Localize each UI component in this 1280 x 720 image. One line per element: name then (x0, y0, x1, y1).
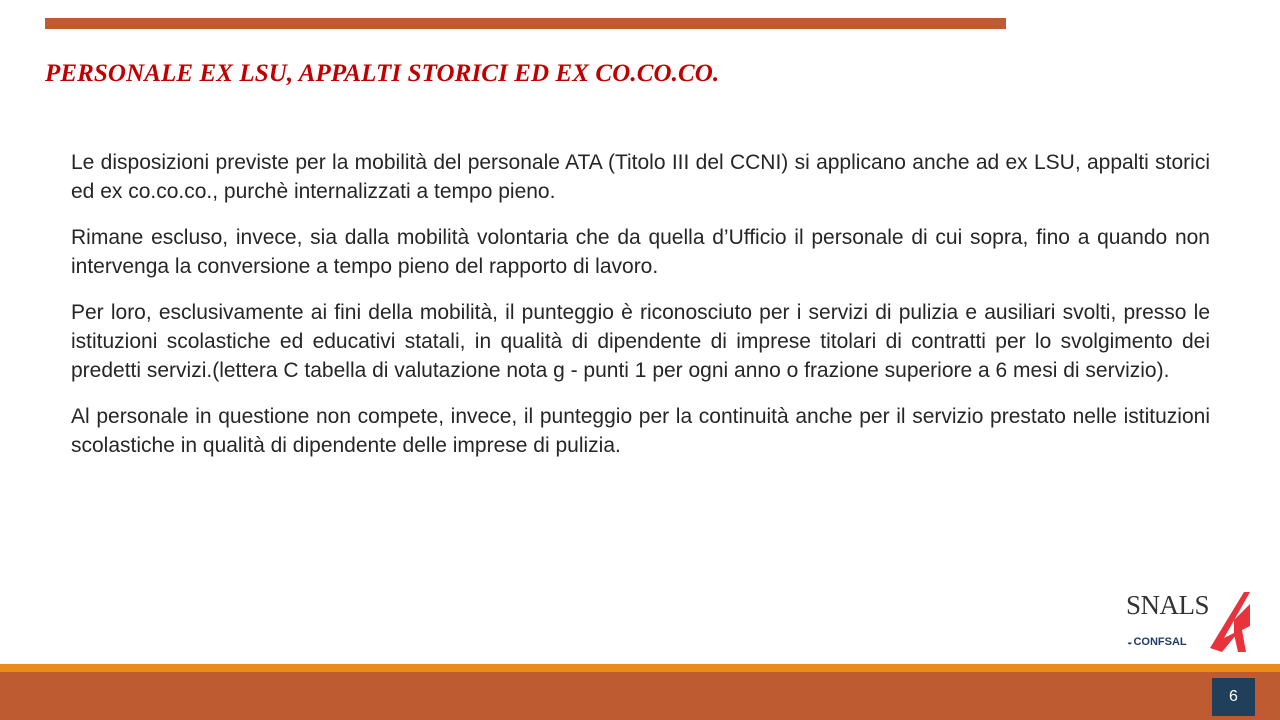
snals-confsal-logo (1124, 590, 1256, 656)
snals-logo-mark-icon (1210, 590, 1254, 654)
footer-bar (0, 672, 1280, 720)
slide-body (71, 148, 1210, 477)
confsal-wordmark (1127, 635, 1187, 649)
paragraph-4: Al personale in questione non compete, invece, il punteggio per la continuità anche per il servizio prestato nelle istituzioni scolastiche in qualità di dipendente delle imprese di pulizia. (71, 405, 1210, 457)
confsal-mark-icon: ◒ (1127, 637, 1133, 647)
page-number: 6 (1212, 678, 1255, 716)
confsal-label: CONFSAL (1133, 636, 1187, 648)
paragraph-2: Rimane escluso, invece, sia dalla mobilità volontaria che da quella d’Ufficio il personale di cui sopra, fino a quando non intervenga la conversione a tempo pieno del rapporto di lavoro. (71, 226, 1210, 278)
paragraph-3: Per loro, esclusivamente ai fini della mobilità, il punteggio è riconosciuto per i servizi di pulizia e ausiliari svolti, presso le istituzioni scolastiche ed educativi statali, in qualità di dipendente di imprese titolari di contratti per lo svolgimento dei predetti servizi.(lettera C tabella di valutazione nota g - punti 1 per ogni anno o frazione superiore a 6 mesi di servizio). (71, 301, 1210, 382)
top-accent-bar (45, 18, 1006, 29)
bottom-accent-line (0, 664, 1280, 672)
paragraph-1: Le disposizioni previste per la mobilità del personale ATA (Titolo III del CCNI) si applicano anche ad ex LSU, appalti storici ed ex co.co.co., purchè internalizzati a tempo pieno. (71, 151, 1210, 203)
snals-wordmark: SNALS (1126, 590, 1210, 620)
slide-title: PERSONALE EX LSU, APPALTI STORICI ED EX CO.CO.CO. (45, 60, 720, 87)
